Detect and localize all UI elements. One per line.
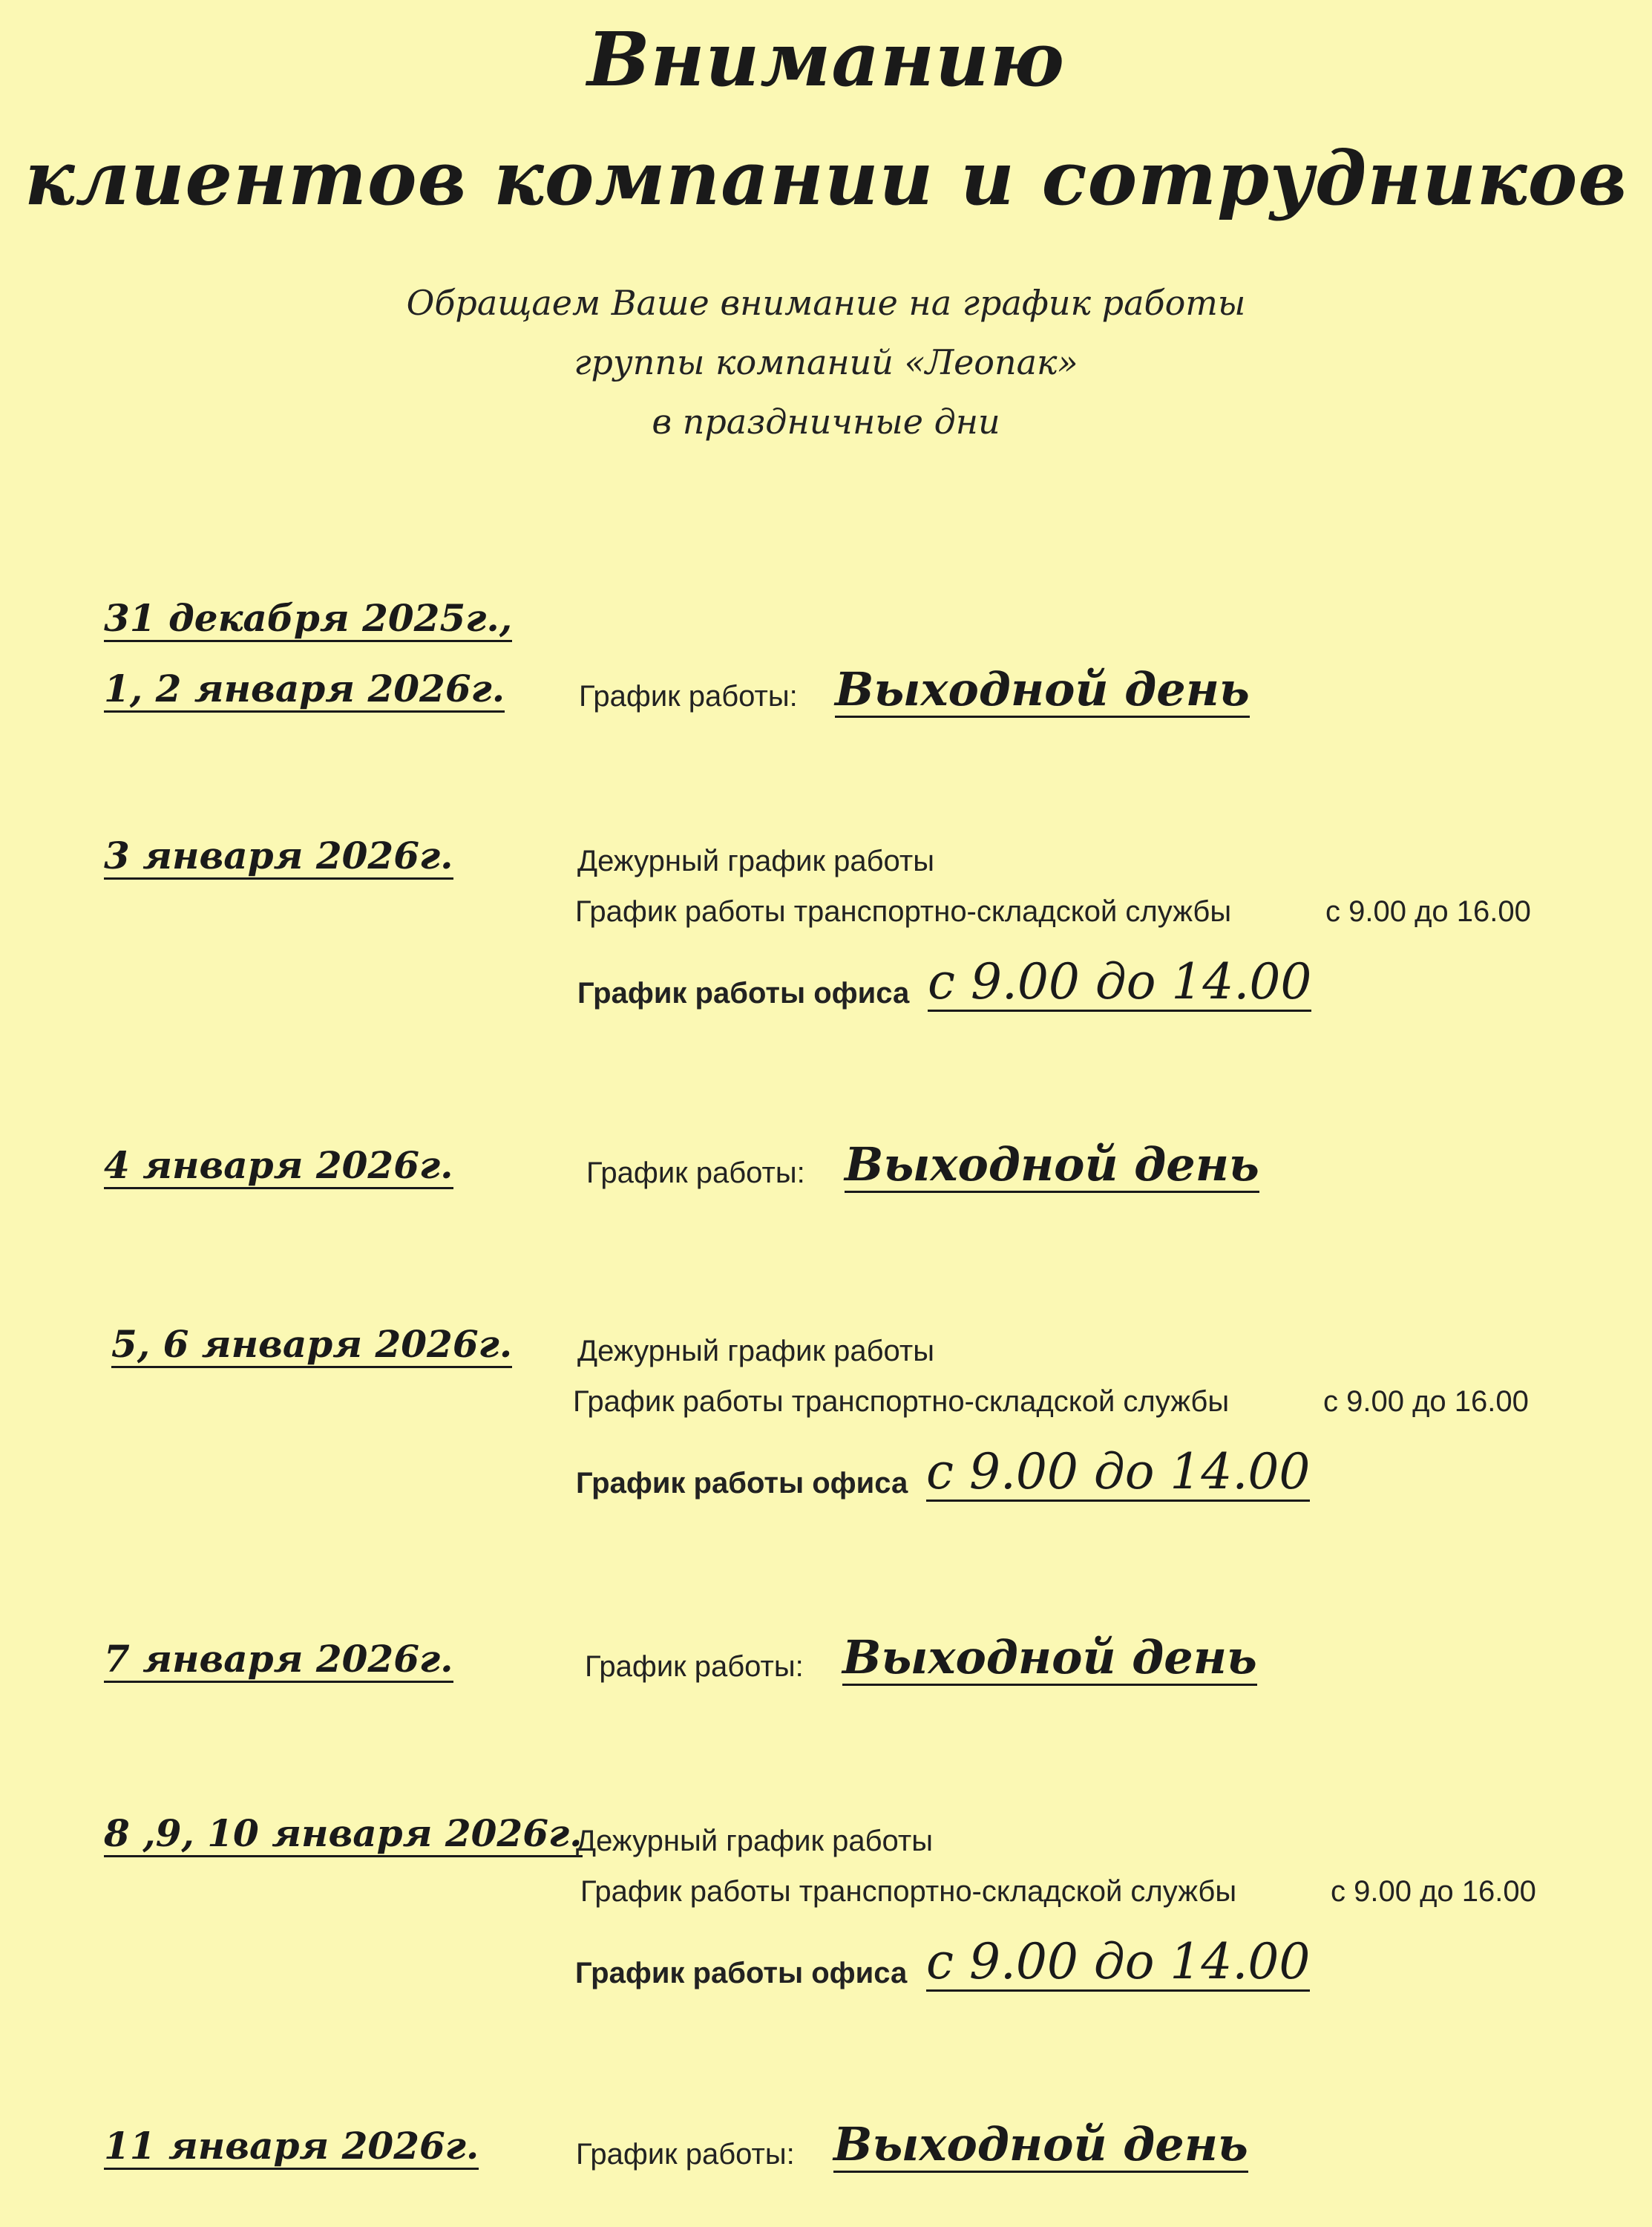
- office-hours: с 9.00 до 14.00: [926, 1933, 1311, 1990]
- warehouse-hours: с 9.00 до 16.00: [1331, 1875, 1536, 1908]
- day-off-status: Выходной день: [835, 662, 1250, 716]
- schedule-date: 7 января 2026г.: [104, 1641, 453, 1683]
- warehouse-schedule-label: График работы транспортно-складской службы: [575, 895, 1232, 928]
- office-hours: с 9.00 до 14.00: [926, 1443, 1311, 1500]
- schedule-date: 11 января 2026г.: [104, 2128, 479, 2170]
- day-off-status: Выходной день: [833, 2117, 1248, 2171]
- schedule-label: График работы:: [586, 1157, 805, 1189]
- schedule-label: График работы:: [576, 2138, 795, 2171]
- schedule-date: 4 января 2026г.: [104, 1147, 453, 1189]
- page-title-line-2: клиентов компании и сотрудников: [24, 134, 1628, 222]
- warehouse-schedule-label: График работы транспортно-складской службы: [580, 1875, 1237, 1908]
- subtitle-line-1: Обращаем Ваше внимание на график работы: [406, 283, 1246, 323]
- day-off-status: Выходной день: [845, 1137, 1259, 1191]
- schedule-label: График работы:: [579, 680, 798, 713]
- duty-schedule-label: Дежурный график работы: [576, 1825, 933, 1857]
- schedule-label: График работы:: [585, 1650, 804, 1683]
- warehouse-schedule-label: График работы транспортно-складской службы: [573, 1385, 1230, 1418]
- subtitle-line-2: группы компаний «Леопак»: [574, 342, 1078, 382]
- office-schedule-label: График работы офиса: [577, 977, 910, 1010]
- warehouse-hours: с 9.00 до 16.00: [1323, 1385, 1529, 1418]
- warehouse-hours: с 9.00 до 16.00: [1325, 895, 1531, 928]
- office-schedule-label: График работы офиса: [575, 1957, 908, 1989]
- schedule-date: 3 января 2026г.: [104, 837, 453, 880]
- subtitle-line-3: в праздничные дни: [652, 402, 1000, 442]
- page-title-line-1: Вниманию: [587, 16, 1065, 103]
- duty-schedule-label: Дежурный график работы: [577, 845, 934, 877]
- day-off-status: Выходной день: [842, 1630, 1257, 1684]
- office-schedule-label: График работы офиса: [576, 1467, 908, 1500]
- schedule-date: 5, 6 января 2026г.: [111, 1326, 512, 1368]
- schedule-date: 8 ,9, 10 января 2026г.: [104, 1815, 583, 1857]
- office-hours: с 9.00 до 14.00: [928, 953, 1312, 1010]
- schedule-date: 31 декабря 2025г.,: [104, 600, 512, 642]
- duty-schedule-label: Дежурный график работы: [577, 1335, 934, 1367]
- schedule-date: 1, 2 января 2026г.: [104, 670, 505, 713]
